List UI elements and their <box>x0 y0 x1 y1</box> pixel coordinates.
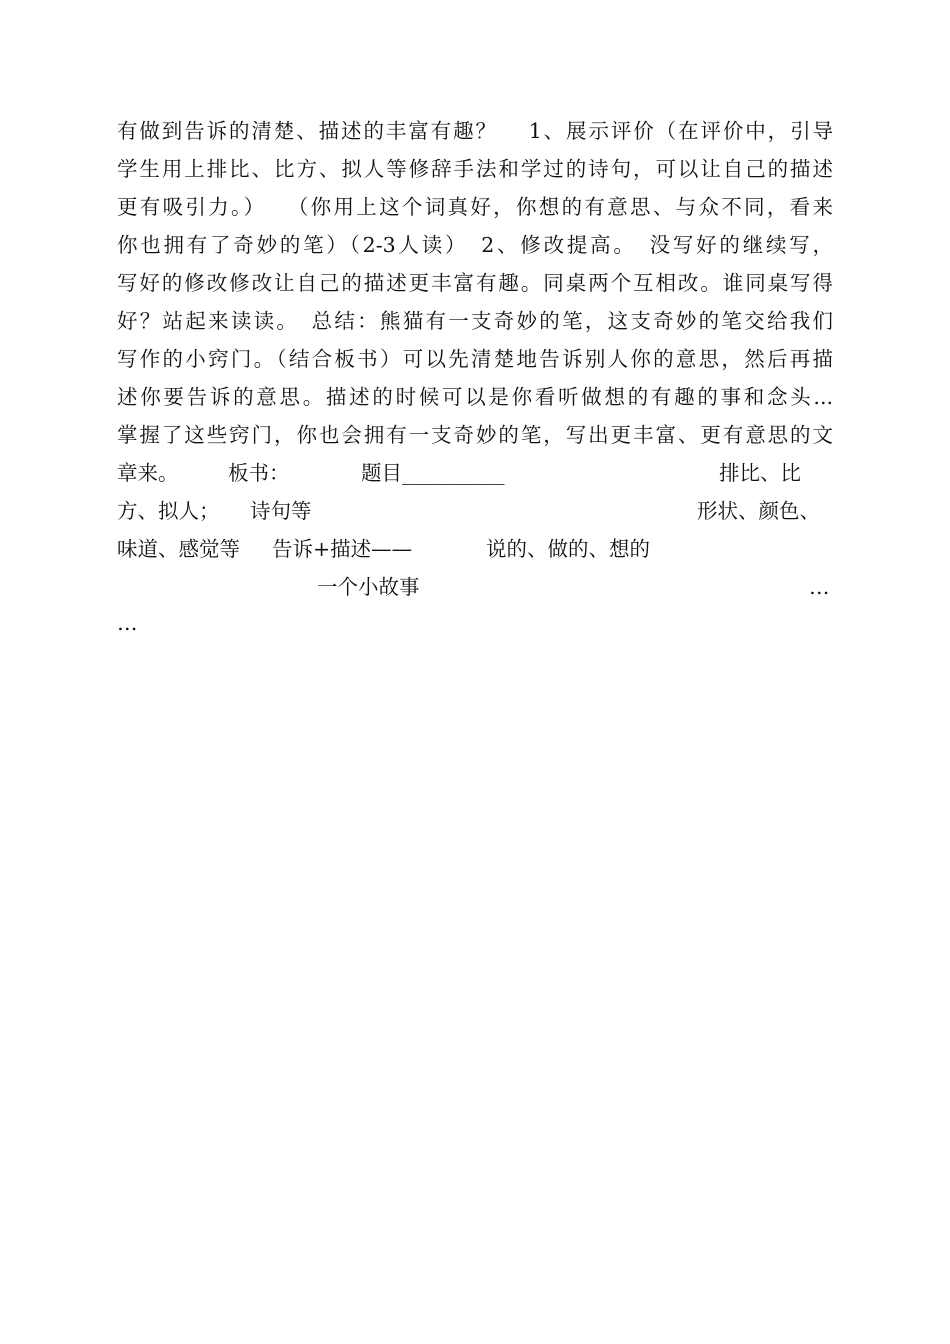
board-line-11 <box>117 492 833 530</box>
paragraph-line-1: 有做到告诉的清楚、描述的丰富有趣？ 1、展示评价（在评价中，引导 <box>117 119 833 143</box>
paragraph-line-8: 述你要告诉的意思。描述的时候可以是你看听做想的有趣的事和念头... <box>117 385 833 409</box>
paragraph-line-9: 掌握了这些窍门，你也会拥有一支奇妙的笔，写出更丰富、更有意思的文 <box>117 423 833 447</box>
board-line-10 <box>117 454 833 492</box>
paragraph-line-7: 写作的小窍门。（结合板书）可以先清楚地告诉别人你的意思，然后再描 <box>117 347 833 371</box>
board-taste-feeling: 味道、感觉等 <box>117 537 240 561</box>
paragraph-line-4: 你也拥有了奇妙的笔）（2-3人读） 2、修改提高。 没写好的继续写， <box>117 233 833 257</box>
board-rhetoric: 排比、比 <box>719 461 801 485</box>
paragraph-line-2: 学生用上排比、比方、拟人等修辞手法和学过的诗句，可以让自己的描述 <box>117 157 833 181</box>
board-short-story: 一个小故事 <box>317 575 420 599</box>
board-poems: 诗句等 <box>250 499 312 523</box>
board-title-blank: 题目__________ <box>361 461 505 485</box>
board-line-14 <box>117 604 833 642</box>
board-ellipsis-end: … <box>117 611 138 635</box>
board-text: 章来。 <box>117 461 179 485</box>
board-line-12 <box>117 530 833 568</box>
paragraph-line-5: 写好的修改修改让自己的描述更丰富有趣。同桌两个互相改。谁同桌写得 <box>117 271 833 295</box>
board-shape-color: 形状、颜色、 <box>697 499 820 523</box>
board-rhetoric-cont: 方、拟人； <box>117 499 220 523</box>
paragraph-line-3: 更有吸引力。） （你用上这个词真好，你想的有意思、与众不同，看来 <box>117 195 833 219</box>
board-line-13 <box>117 568 833 606</box>
board-ellipsis: … <box>809 575 830 599</box>
board-tell-describe: 告诉+描述—— <box>272 537 413 561</box>
paragraph-line-6: 好？站起来读读。 总结：熊猫有一支奇妙的笔，这支奇妙的笔交给我们 <box>117 309 833 333</box>
board-heading: 板书： <box>228 461 290 485</box>
board-say-do-think: 说的、做的、想的 <box>486 537 650 561</box>
